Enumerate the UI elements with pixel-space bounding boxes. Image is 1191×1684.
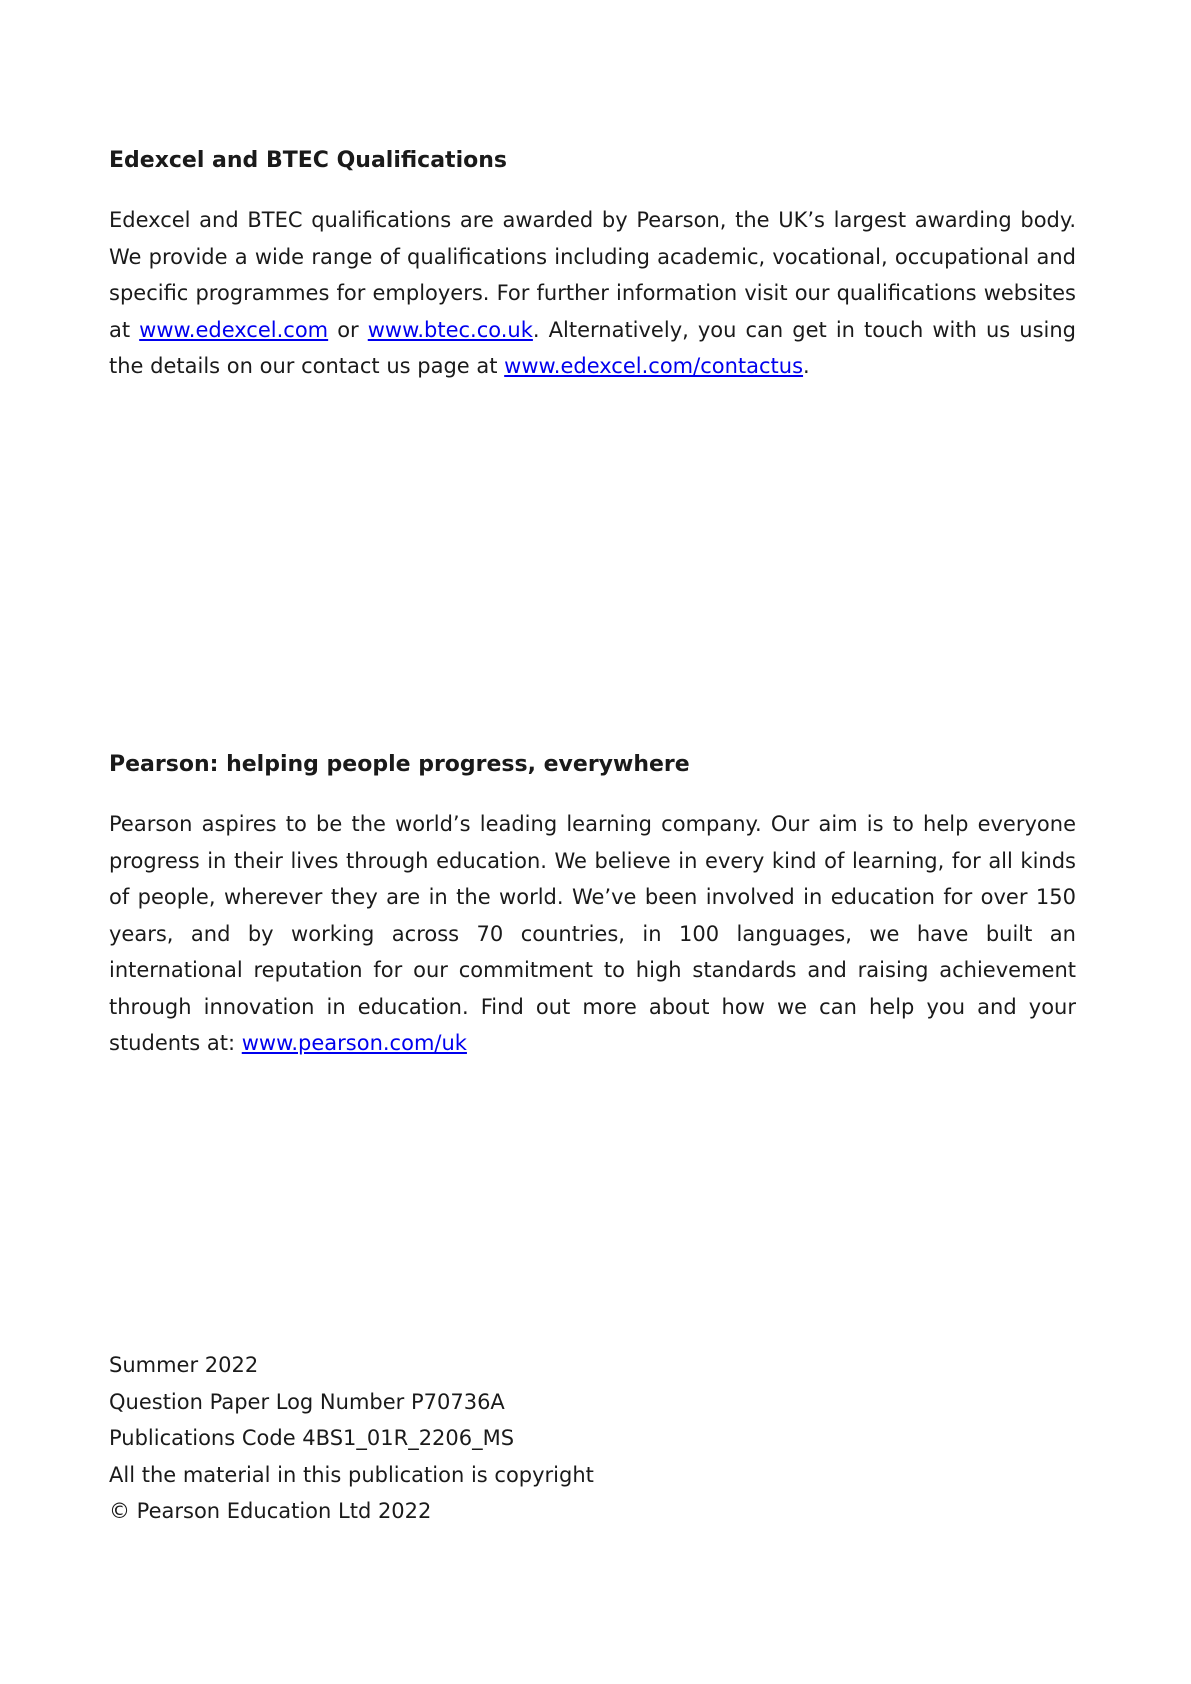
- edexcel-btec-section: [109, 146, 1076, 385]
- footer-season: Summer 2022: [109, 1353, 259, 1377]
- section-heading-edexcel-btec: Edexcel and BTEC Qualifications: [109, 148, 507, 173]
- btec-website-link[interactable]: www.btec.co.uk: [367, 317, 533, 342]
- section-heading-pearson: Pearson: helping people progress, everywhere: [109, 752, 690, 777]
- paragraph-text: Pearson aspires to be the world’s leading learning company. Our aim is to help everyone progress in their lives through education. We believe in every kind of learning, for all kinds of people, wherever they are in the world. We’ve been involved in education for over 150 years, and by working across 70 countries, in 100 languages, we have built an international reputation for our commitment to high standards and raising achievement through innovation in education. Find out more about how we can help you and your students at:: [109, 812, 1076, 1055]
- section-paragraph-pearson: [109, 806, 1076, 1062]
- paragraph-text: or: [328, 317, 368, 342]
- pearson-section: [109, 750, 1076, 1062]
- footer-log-number: Question Paper Log Number P70736A: [109, 1389, 505, 1414]
- publication-footer: [109, 1347, 1076, 1530]
- footer-publication-code: Publications Code 4BS1_01R_2206_MS: [109, 1426, 515, 1450]
- footer-copyright-notice: All the material in this publication is copyright: [109, 1462, 594, 1487]
- edexcel-website-link[interactable]: www.edexcel.com: [139, 317, 329, 342]
- contact-us-link[interactable]: www.edexcel.com/contactus: [504, 354, 804, 378]
- paragraph-text: . Alternatively, you can get in touch with us using the details on our contact us page at: [109, 317, 1076, 378]
- paragraph-text: Edexcel and BTEC qualifications are awarded by Pearson, the UK’s largest awarding body. We provide a wide range of qualifications including academic, vocational, occupational and specific programmes for employers. For further information visit our qualifications websites at: [109, 208, 1076, 342]
- footer-copyright-holder: © Pearson Education Ltd 2022: [109, 1499, 432, 1523]
- section-paragraph-edexcel-btec: [109, 202, 1076, 385]
- paragraph-text: .: [803, 354, 810, 378]
- pearson-website-link[interactable]: www.pearson.com/uk: [241, 1031, 467, 1055]
